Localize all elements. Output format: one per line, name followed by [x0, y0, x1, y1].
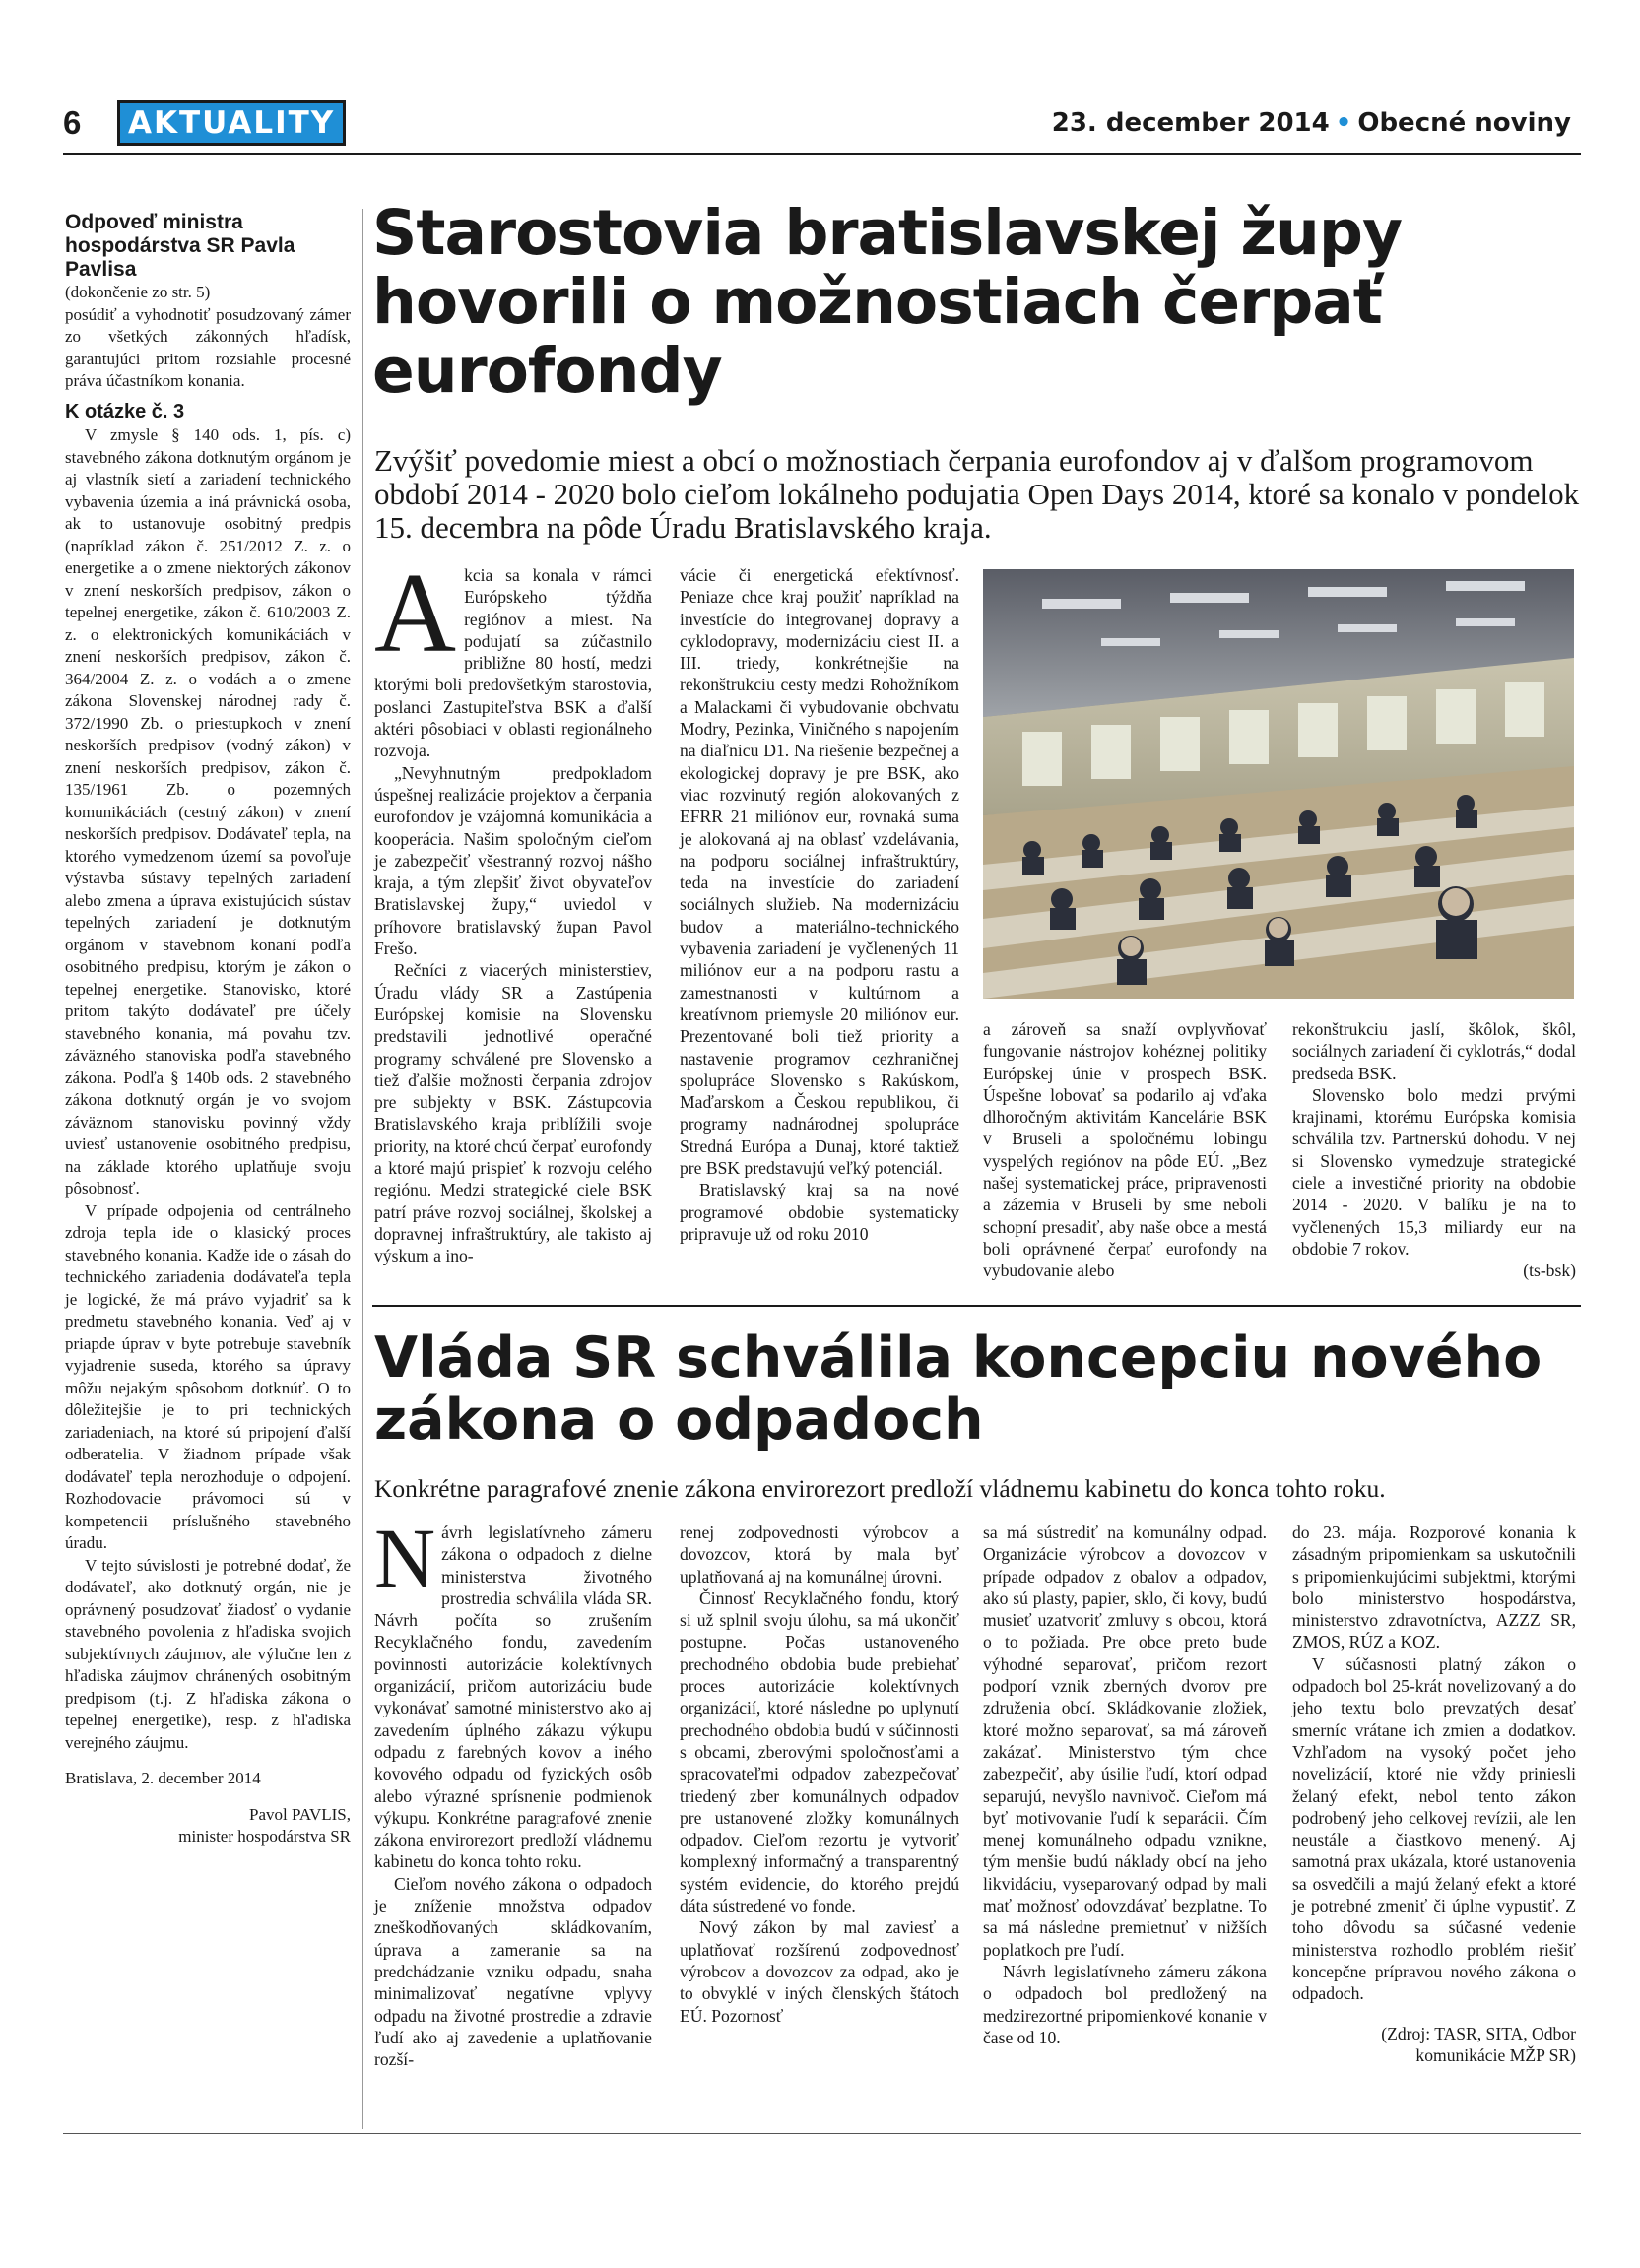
sidebar-article	[65, 211, 351, 1848]
article2-paragraph: Návrh legislatívneho zámeru zákona o odpadoch bol predložený na medzirezortné pripomienkové konanie v čase od 10.	[983, 1961, 1267, 2047]
separator-dot: •	[1335, 108, 1352, 138]
article1-column-4	[1292, 1018, 1576, 1282]
article-separator	[372, 1305, 1581, 1307]
article1-paragraph: Rečníci z viacerých ministerstiev, Úradu vlády SR a Zastúpenia Európskej komisie na Slovensku predstavili jednotlivé operačné programy schválené pre Slovensko a tiež ďalšie možnosti čerpania zdrojov pre subjekty v BSK. Zástupcovia Bratislavského kraja priblížili svoje priority, na ktoré chcú čerpať eurofondy a ktoré majú prispieť k rozvoju celého regiónu. Medzi strategické ciele BSK patrí práve rozvoj sociálnej, školskej a dopravnej infraštruktúry, ale takisto aj výskum a ino-	[374, 960, 652, 1266]
article2-paragraph: V súčasnosti platný zákon o odpadoch bol 25-krát novelizovaný a do jeho textu bolo prevzatých desať smerníc vrátane ich zmien a dodatkov. Vzhľadom na vysoký počet jeho novelizácií, ktoré nie vždy priniesli želaný efekt, nebol tento zákon podrobený jeho celkovej revízii, ale len neustále a čiastkovo menený. Aj samotná prax ukázala, ktoré ustanovenia sa osvedčili a majú želaný efekt a ktoré je potrebné zmeniť či úplne vypustiť. Z toho dôvodu sa súčasné vedenie ministerstva rozhodlo problém riešiť koncepčne prípravou nového zákona o odpadoch.	[1292, 1653, 1576, 2004]
article2-lead: Konkrétne paragrafové znenie zákona envirorezort predloží vládnemu kabinetu do konca tohto roku.	[374, 1474, 1386, 1503]
footer-rule	[63, 2133, 1581, 2134]
publication-name: Obecné noviny	[1357, 108, 1571, 138]
sidebar-paragraph: V tejto súvislosti je potrebné dodať, že dodávateľ, ako dotknutý orgán, nie je oprávnený posudzovať žiadosť o vydanie stavebného povolenia z hľadiska svojich subjektívnych záujmov, ale výlučne len z hľadiska záujmov chránených osobitným predpisom (t.j. Z hľadiska zákona o tepelnej energetike), resp. z hľadiska verejného záujmu.	[65, 1555, 351, 1752]
article2-column-3	[983, 1522, 1267, 2048]
article2-source: (Zdroj: TASR, SITA, Odbor komunikácie MŽP SR)	[1381, 2023, 1576, 2065]
conference-hall-image	[983, 569, 1574, 999]
sidebar-paragraph: V zmysle § 140 ods. 1, pís. c) stavebného zákona dotknutým orgánom je aj vlastník sietí a zariadení technického vybavenia územia a iná právnická osoba, ak to ustanovuje osobitný predpis (napríklad zákon č. 251/2012 Z. z. o energetike a o zmene niektorých zákonov v znení neskorších predpisov, zákon o tepelnej energetike, zákon č. 610/2003 Z. z. o elektronických komunikáciách v znení neskorších predpisov, zákon č. 364/2004 Z. z. o vodách a o zmene zákona Slovenskej národnej rady č. 372/1990 Zb. o priestupkoch v znení neskorších predpisov (vodný zákon) v znení neskorších predpisov, zákon č. 135/1961 Zb. o pozemných komunikáciách (cestný zákon) v znení neskorších predpisov. Dodávateľ tepla, na ktorého vymedzenom území sa povoľuje výstavba sústavy tepelných zariadení alebo zmena a úprava existujúcich sústav tepelných zariadení je dotknutým orgánom v stavebnom konaní podľa osobitného predpisu, ktorým je zákon o tepelnej energetike. Stanovisko, ktoré pritom takýto dodávateľ pre účely stavebného konania, má povahu tzv. záväzného stanoviska podľa stavebného zákona. Podľa § 140b ods. 2 stavebného zákona dotknutý orgán je vo svojom záväznom stanovisku povinný vždy uviesť ustanovenie osobitného predpisu, na základe ktorého uplatňuje svoju pôsobnosť.	[65, 425, 351, 1198]
sidebar-intro: posúdiť a vyhodnotiť posudzovaný zámer zo všetkých zákonných hľadísk, garantujúci pritom rozsiahle procesné práva účastníkom konania.	[65, 304, 351, 390]
article2-title: Vláda SR schválila koncepciu nového zákona o odpadoch	[374, 1326, 1542, 1453]
article2-paragraph: sa má sústrediť na komunálny odpad. Organizácie výrobcov a dovozcov v prípade odpadov z obalov a odpadov, ako sú plasty, papier, sklo, či kovy, budú musieť uzatvoriť zmluvy s obcou, ktorá o to požiada. Pre obce preto bude výhodné separovať, pričom rezort podporí vznik zberných dvorov pre združenia obcí. Skládkovanie zložiek, ktoré možno separovať, sa má zároveň zakázať. Ministerstvo tým chce zabezpečiť, aby úsilie ľudí, ktorí odpad separujú, nevyšlo navnivoč. Cieľom má byť motivovanie ľudí k separácii. Čím menej komunálneho odpadu vznikne, tým menšie budú náklady obcí na jeho likvidáciu, vyseparovaný odpad by mali mať možnosť odovzdávať bezplatne. To sa má následne premietnuť v nižších poplatkoch pre ľudí.	[983, 1523, 1267, 1960]
conference-photo	[983, 569, 1574, 999]
article1-column-1	[374, 551, 652, 1267]
article2-paragraph: renej zodpovednosti výrobcov a dovozcov, ktorá by mala byť uplatňovaná aj na komunálnej úrovni.	[680, 1523, 959, 1587]
article2-column-1	[374, 1511, 652, 2070]
article2-column-2	[680, 1522, 959, 2027]
article1-paragraph: a zároveň sa snaží ovplyvňovať fungovanie nástrojov kohéznej politiky Európskej únie v prospech BSK. Úspešne lobovať sa podarilo aj vďaka dlhoročným aktivitám Kancelárie BSK v Bruseli a spoločnému lobingu vyspelých regiónov na pôde EÚ. „Bez našej systematickej práce, pripravenosti a zázemia v Bruseli by sme neboli schopní presadiť, aby naše obce a mestá boli oprávnené čerpať eurofondy na vybudovanie alebo	[983, 1019, 1267, 1281]
article1-paragraph: vácie či energetická efektívnosť. Peniaze chce kraj použiť napríklad na investície do integrovanej dopravy a cyklodopravy, modernizáciu ciest II. a III. triedy, konkrétnejšie na rekonštrukciu cesty medzi Rohožníkom a Malackami či vybudovanie obchvatu Modry, Pezinka, Viničného s napojením na diaľnicu D1. Na riešenie bezpečnej a ekologickej dopravy je pre BSK, ako viac rozvinutý región alokovaných z EFRR 21 miliónov eur, rovnaká suma je alokovaná aj na oblasť vzdelávania, na podporu sociálnej infraštruktúry, teda na investície do zariadení sociálnych služieb. Na modernizáciu budov a materiálno-technického vybavenia zariadení je vyčlenených 11 miliónov eur a na podporu rastu a zamestnanosti v kultúrnom a kreatívnom priemysle 20 miliónov eur. Prezentované boli tiež priority a nastavenie programov cezhraničnej spolupráce Slovensko s Rakúskom, Maďarskom a Českou republikou, či programy nadnárodnej spolupráce Stredná Európa a Dunaj, ktoré taktiež pre BSK predstavujú veľký potenciál.	[680, 565, 959, 1179]
header-rule	[63, 153, 1581, 155]
sidebar-subheading: K otázke č. 3	[65, 400, 185, 422]
sidebar-continuation: (dokončenie zo str. 5)	[65, 283, 211, 301]
article1-paragraph: Akcia sa konala v rámci Európskeho týždňa regiónov a miest. Na podujatí sa zúčastnilo približne 80 hostí, medzi ktorými boli predovšetkým starostovia, poslanci Zastupiteľstva BSK a ďalší aktéri pôsobiaci v oblasti regionálneho rozvoja.	[374, 551, 652, 761]
sidebar-heading: Odpoveď ministra hospodárstva SR Pavla Pavlisa	[65, 211, 295, 281]
section-label: AKTUALITY	[118, 101, 345, 145]
article2-paragraph: Nový zákon by mal zaviesť a uplatňovať rozšírenú zodpovednosť výrobcov a dovozcov za odpad, ako je to obvyklé v iných členských štátoch EÚ. Pozornosť	[680, 1917, 959, 2026]
page-number: 6	[63, 104, 82, 141]
sidebar-paragraph: V prípade odpojenia od centrálneho zdroja tepla ide o klasický proces stavebného konania. Kadže ide o zásah do technického zariadenia dodávateľa tepla je logické, že má právo vyjadriť sa k predmetu stavebného konania. Veď aj v priapde úprav v byte potrebuje stavebník vyjadrenie suseda, ktorého sa úpravy môžu nejakým spôsobom dotknúť. O to dôležitejšie je to pri technických zariadeniach, na ktoré sú pripojení ďalší odberatelia. V žiadnom prípade však dodávateľ tepla nerozhoduje o odpojení. Rozhodovacie právomoci sú v kompetencii príslušného stavebného úradu.	[65, 1200, 351, 1552]
issue-info	[1052, 108, 1571, 138]
column-divider	[362, 209, 363, 2129]
article1-paragraph: „Nevyhnutným predpokladom úspešnej realizácie projektov a čerpania eurofondov je vzájomná komunikácia a kooperácia. Našim spoločným cieľom je zabezpečiť všestranný rozvoj nášho kraja, a tým zlepšiť život obyvateľov Bratislavskej župy,“ uviedol v príhovore bratislavský župan Pavol Frešo.	[374, 762, 652, 959]
article2-paragraph: Činnosť Recyklačného fondu, ktorý si už splnil svoju úlohu, sa má ukončiť postupne. Počas ustanoveného prechodného obdobia bude prebiehať proces autorizácie kolektívnych organizácií, ktoré následne po uplynutí prechodného obdobia budú v súčinnosti s obcami, zberovými spoločnosťami a spracovateľmi odpadov zabezpečovať triedený zber komunálnych odpadov pre ustanovené zložky komunálnych odpadov. Cieľom rezortu je vytvoriť komplexný informačný a transparentný systém evidencie, do ktorého prejdú dáta sústredené vo fonde.	[680, 1588, 959, 1916]
article1-column-3	[983, 1018, 1267, 1282]
drop-cap: N	[374, 1511, 436, 1605]
sidebar-place-date: Bratislava, 2. december 2014	[65, 1769, 261, 1787]
article1-paragraph: Bratislavský kraj sa na nové programové obdobie systematicky pripravuje už od roku 2010	[680, 1180, 959, 1244]
article1-lead: Zvýšiť povedomie miest a obcí o možnostiach čerpania eurofondov aj v ďalšom programovom období 2014 - 2020 bolo cieľom lokálneho podujatia Open Days 2014, ktoré sa konalo v pondelok 15. decembra na pôde Úradu Bratislavského kraja.	[374, 443, 1580, 545]
article1-source: (ts-bsk)	[1523, 1261, 1576, 1281]
article2-column-4	[1292, 1522, 1576, 2066]
article1-title: Starostovia bratislavskej župy hovorili o možnostiach čerpať eurofondy	[372, 197, 1403, 407]
issue-date: 23. december 2014	[1051, 108, 1330, 138]
article2-paragraph: do 23. mája. Rozporové konania k zásadným pripomienkam sa uskutočnili s pripomienkujúcimi subjektmi, ktorými bolo ministerstvo hospodárstva, ministerstvo zdravotníctva, AZZZ SR, ZMOS, RÚZ a KOZ.	[1292, 1523, 1576, 1652]
sidebar-signature-name: Pavol PAVLIS,	[249, 1804, 351, 1824]
article2-paragraph: Cieľom nového zákona o odpadoch je zníženie množstva odpadov zneškodňovaných skládkovaním, úprava a zameranie sa na predchádzanie vzniku odpadu, snaha minimalizovať negatívne vplyvy odpadu na životné prostredie a zdravie ľudí ako aj zavedenie a uplatňovanie rozší-	[374, 1873, 652, 2070]
article1-column-2	[680, 564, 959, 1245]
sidebar-signature-title: minister hospodárstva SR	[178, 1827, 351, 1846]
article1-paragraph: rekonštrukciu jaslí, škôlok, škôl, sociálnych zariadení či cyklotrás,“ dodal predseda BSK.	[1292, 1019, 1576, 1083]
drop-cap: A	[374, 551, 457, 676]
article2-paragraph: Návrh legislatívneho zámeru zákona o odpadoch z dielne ministerstva životného prostredia schválila vláda SR. Návrh počíta so zrušením Recyklačného fondu, zavedením povinnosti autorizácie kolektívnych organizácií, pričom autorizáciu bude vykonávať samotné ministerstvo ako aj zavedením úplného zákazu výkupu odpadu z farebných kovov a iného kovového odpadu od fyzických osôb alebo výrazné sprísnenie podmienok výkupu. Konkrétne paragrafové znenie zákona envirorezort predloží vládnemu kabinetu do konca tohto roku.	[374, 1511, 652, 1872]
article1-paragraph: Slovensko bolo medzi prvými krajinami, ktorému Európska komisia schválila tzv. Partnerskú dohodu. V nej si Slovensko vymedzuje strategické ciele a investičné priority na obdobie 2014 - 2020. V balíku je na to vyčlenených 15,3 miliardy eur na obdobie 7 rokov.	[1292, 1084, 1576, 1259]
